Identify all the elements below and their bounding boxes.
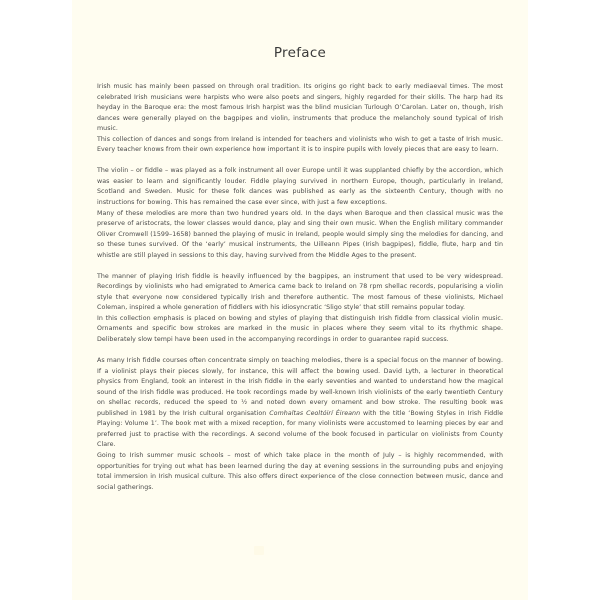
paragraph: Many of these melodies are more than two hundred years old. In the days when Baroque and then classical music was the preserve of aristocrats, the lower classes would dance, play and sing their own music. When the English military commander Oliver Cromwell (1599–1658) banned the playing of music in Ireland, people would simply sing the melodies for dancing, and so these tunes survived. Of the ‘early’ musical instruments, the Uilleann Pipes (Irish bagpipes), fiddle, flute, harp and tin whistle are still played in sessions to this day, having survived from the Middle Ages to the present. bbox=[97, 209, 503, 259]
paragraph: Irish music has mainly been passed on through oral tradition. Its origins go right back to early mediaeval times. The most celebrated Irish musicians were harpists who were also poets and singers, highly regarded for their skills. The harp had its heyday in the Baroque era: the most famous Irish harpist was the blind musician Turlough O’Carolan. Later on, though, Irish dances were generally played on the bagpipes and violin, instruments that produce the melancholy sound typical of Irish music. bbox=[97, 83, 503, 133]
page-content-area bbox=[72, 0, 528, 600]
italic-phrase: Comhaltas Ceoltóirí Éireann bbox=[269, 409, 361, 417]
document-page bbox=[72, 0, 528, 600]
paragraph: The violin – or fiddle – was played as a folk instrument all over Europe until it was supplanted chiefly by the accordion, which was easier to learn and significantly louder. Fiddle playing survived in northern Europe, though, particularly in Ireland, Scotland and Sweden. Music for these folk dances was published as early as the sixteenth Century, though with no instructions for bowing. This has remained the case ever since, with just a few exceptions. bbox=[97, 167, 503, 206]
page-title: Preface bbox=[273, 45, 327, 61]
preface-body bbox=[97, 82, 503, 493]
page-smudge-mark bbox=[254, 546, 264, 555]
paragraph: As many Irish fiddle courses often concentrate simply on teaching melodies, there is a special focus on the manner of bowing. If a violinist plays their pieces slowly, for instance, this will affect the bowing used. David Lyth, a lecturer in theoretical physics from England, took an interest in the Irish fiddle in the early seventies and wanted to understand how the magical sound of the Irish fiddle was produced. He took recordings made by well-known Irish violinists of the early twentieth Century on shellac records, reduced the speed to ½ and noted down every ornament and bow stroke. The resulting book was published in 1981 by the Irish cultural organisation Comhaltas Ceoltóirí Éireann with the title ‘Bowing Styles in Irish Fiddle Playing: Volume 1’. The book met with a mixed reception, for many violinists were accustomed to learning pieces by ear and preferred just to practise with the recordings. A second volume of the book focused in particular on violinists from County Clare. bbox=[97, 357, 503, 449]
paragraph: This collection of dances and songs from Ireland is intended for teachers and violinists who wish to get a taste of Irish music. Every teacher knows from their own experience how important it is to inspire pupils with lovely pieces that are easy to learn. bbox=[97, 135, 503, 154]
paragraph: In this collection emphasis is placed on bowing and styles of playing that distinguish Irish fiddle from classical violin music. Ornaments and specific bow strokes are marked in the music in places where they seem vital to its rhythmic shape. Deliberately slow tempi have been used in the accompanying recordings in order to guarantee rapid success. bbox=[97, 314, 503, 344]
paragraph: Going to Irish summer music schools – most of which take place in the month of July – is highly recommended, with opportunities for trying out what has been learned during the day at evening sessions in the surrounding pubs and enjoying total immersion in Irish musical culture. This also offers direct experience of the close connection between music, dance and social gatherings. bbox=[97, 452, 503, 491]
paragraph: The manner of playing Irish fiddle is heavily influenced by the bagpipes, an instrument that used to be very widespread. Recordings by violinists who had emigrated to America came back to Ireland on 78 rpm shellac records, popularising a violin style that everyone now considered typically Irish and therefore authentic. The most famous of these violinists, Michael Coleman, inspired a whole generation of fiddlers with his idiosyncratic ‘Sligo style’ that still remains popular today. bbox=[97, 272, 503, 312]
